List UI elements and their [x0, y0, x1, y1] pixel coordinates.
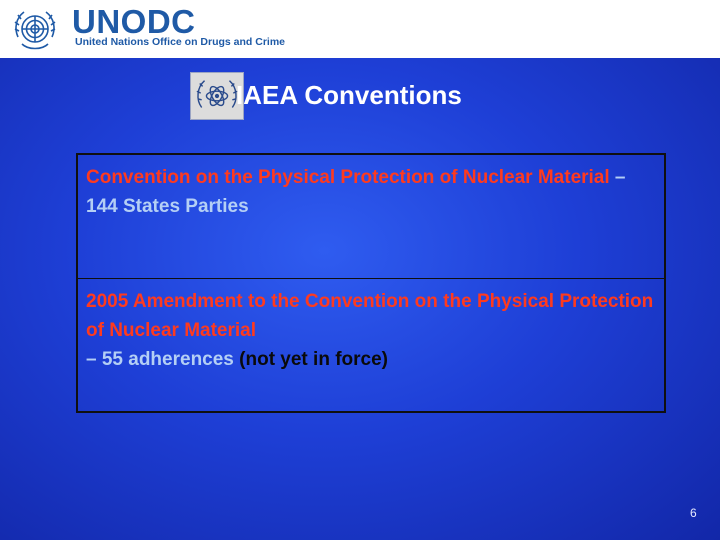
convention-name: Convention on the Physical Protection of Nuclear Material: [86, 167, 610, 188]
adherences-count: – 55 adherences: [86, 349, 234, 370]
table-row: [78, 279, 664, 411]
slide-title: IAEA Conventions: [236, 80, 462, 110]
amendment-name: 2005 Amendment to the Convention on the Physical Protection of Nuclear Material: [86, 291, 654, 341]
brand-subtitle: United Nations Office on Drugs and Crime: [75, 36, 286, 48]
table-row: [78, 155, 664, 279]
page-number: 6: [690, 506, 697, 520]
header-bar: [0, 0, 720, 58]
conventions-table: [76, 153, 666, 413]
force-status-note: (not yet in force): [233, 349, 388, 370]
states-parties-count: – 144 States Parties: [86, 167, 626, 217]
un-emblem-icon: [10, 4, 60, 54]
brand-name: UNODC: [72, 3, 196, 40]
